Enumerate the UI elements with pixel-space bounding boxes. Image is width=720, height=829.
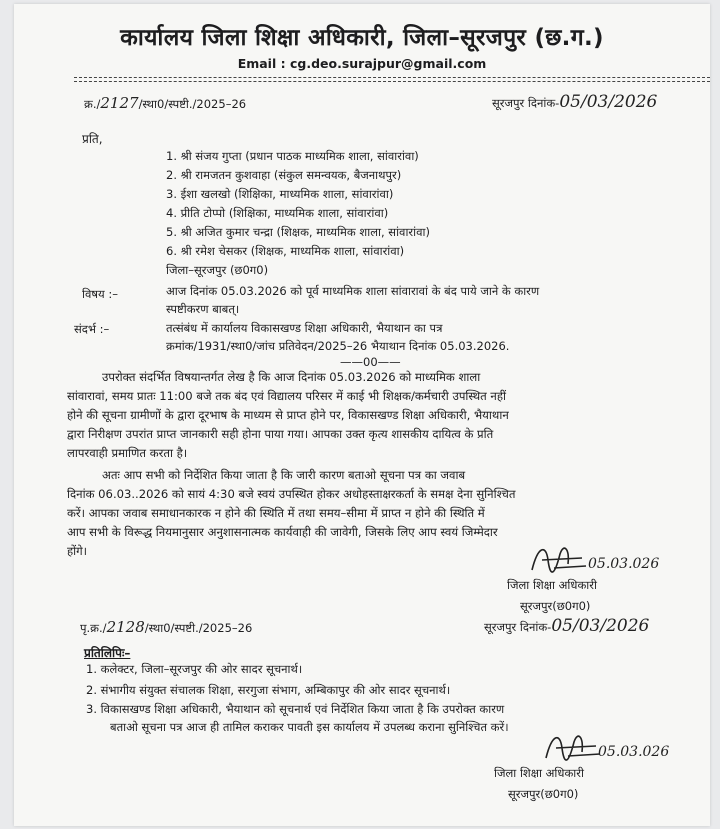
copy-item: 2. संभागीय संयुक्त संचालक शिक्षा, सरगुजा संभाग, अम्बिकापुर की ओर सादर सूचनार्थ। xyxy=(86,683,451,697)
signature-mark xyxy=(524,540,594,582)
body-line: करें। आपका जवाब समाधानकारक न होने की स्थिति में तथा समय–सीमा में प्राप्त न होने की स्थिति में xyxy=(67,506,485,520)
body-line: द्वारा निरीक्षण उपरांत प्राप्त जानकारी सही होना पाया गया। आपका उक्त कृत्य शासकीय दायित्व के प्रति xyxy=(67,427,494,441)
recipient-item: 4. प्रीति टोप्पो (शिक्षिका, माध्यमिक शाला, सांवारांवा) xyxy=(166,206,389,220)
date-handwritten: 05/03/2026 xyxy=(559,92,658,112)
copy-item-continued: बताओ सूचना पत्र आज ही तामिल कराकर पावती इस कार्यालय में उपलब्ध कराना सुनिश्चित करें। xyxy=(110,720,509,734)
recipient-item: 6. श्री रमेश चेसकर (शिक्षक, माध्यमिक शाला, सांवारांवा) xyxy=(166,244,405,258)
body-line: अतः आप सभी को निर्देशित किया जाता है कि जारी कारण बताओ सूचना पत्र का जवाब xyxy=(102,468,466,482)
body-line: आप सभी के विरूद्ध नियमानुसार अनुशासनात्मक कार्यवाही की जावेगी, जिसके लिए आप स्वयं जिम्मेदार xyxy=(67,525,498,539)
recipient-item: 3. ईशा खलखो (शिक्षिका, माध्यमिक शाला, सांवारांवा) xyxy=(166,187,394,201)
letter-date xyxy=(492,92,657,112)
body-line: लापरवाही प्रमाणित करता है। xyxy=(67,446,188,460)
signatory-place: सूरजपुर(छ0ग0) xyxy=(508,787,579,801)
endorsement-ref-prefix: पृ.क्र./ xyxy=(80,621,107,635)
separator: ——00—— xyxy=(340,355,401,369)
header-divider-2 xyxy=(74,81,710,82)
signatory-place: सूरजपुर(छ0ग0) xyxy=(520,599,591,613)
endorsement-date-handwritten: 05/03/2026 xyxy=(551,616,650,636)
signatory-designation: जिला शिक्षा अधिकारी xyxy=(494,766,584,780)
body-line: होंगे। xyxy=(67,544,88,558)
ref-number-handwritten: 2127 xyxy=(100,94,139,112)
endorsement-ref xyxy=(80,618,252,636)
endorsement-date xyxy=(484,616,649,636)
signatory-designation: जिला शिक्षा अधिकारी xyxy=(507,578,597,592)
office-email: Email : cg.deo.surajpur@gmail.com xyxy=(237,56,487,71)
endorsement-date-label: सूरजपुर दिनांक- xyxy=(484,620,552,634)
body-line: होने की सूचना ग्रामीणों के द्वारा दूरभाष के माध्यम से प्राप्त होने पर, विकासखण्ड शिक्षा अधिकारी, भैयाथान xyxy=(67,408,509,422)
copy-label: प्रतिलिपिः– xyxy=(84,646,131,660)
ref-suffix: /स्था0/स्पष्टी./2025–26 xyxy=(138,97,247,111)
ref-prefix: क्र./ xyxy=(84,97,101,111)
endorsement-ref-suffix: /स्था0/स्पष्टी./2025–26 xyxy=(144,621,253,635)
subject-label: विषय :– xyxy=(82,287,118,301)
body-line: सांवारावां, समय प्रातः 11:00 बजे तक बंद एवं विद्यालय परिसर में काई भी शिक्षक/कर्मचारी उपस्थित नहीं xyxy=(67,389,506,403)
recipient-item: 5. श्री अजित कुमार चन्द्रा (शिक्षक, माध्यमिक शाला, सांवारांवा) xyxy=(166,225,430,239)
endorsement-ref-number-handwritten: 2128 xyxy=(106,618,145,636)
recipient-item: 2. श्री रामजतन कुशवाहा (संकुल समन्वयक, बैजनाथपुर) xyxy=(166,168,402,182)
reference-label: संदर्भ :– xyxy=(74,322,110,336)
reference-line: तत्संबंध में कार्यालय विकासखण्ड शिक्षा अधिकारी, भैयाथान का पत्र xyxy=(166,321,443,335)
letter-page xyxy=(14,4,710,826)
salutation: प्रति, xyxy=(82,132,103,146)
place-date-label: सूरजपुर दिनांक- xyxy=(492,96,560,110)
body-line: उपरोक्त संदर्भित विषयान्तर्गत लेख है कि आज दिनांक 05.03.2026 को माध्यमिक शाला xyxy=(102,370,481,384)
signature-date-handwritten: 05.03.026 xyxy=(588,556,660,572)
recipient-item: 1. श्री संजय गुप्ता (प्रधान पाठक माध्यमिक शाला, सांवारांवा) xyxy=(166,149,419,163)
reference-line: क्रमांक/1931/स्था0/जांच प्रतिवेदन/2025–26 भैयाथान दिनांक 05.03.2026. xyxy=(166,339,510,353)
header-divider xyxy=(74,77,710,78)
body-line: दिनांक 06.03..2026 को सायं 4:30 बजे स्वयं उपस्थित होकर अधोहस्ताक्षरकर्ता के समक्ष देना सुनिश्चित xyxy=(67,487,516,501)
subject-line: आज दिनांक 05.03.2026 को पूर्व माध्यमिक शाला सांवारावां के बंद पाये जाने के कारण xyxy=(166,284,540,298)
office-title: कार्यालय जिला शिक्षा अधिकारी, जिला–सूरजपुर (छ.ग.) xyxy=(120,25,604,51)
letter-ref xyxy=(84,94,246,112)
recipient-district: जिला–सूरजपुर (छ0ग0) xyxy=(166,263,269,277)
subject-line: स्पष्टीकरण बाबत्। xyxy=(166,302,240,316)
copy-item: 3. विकासखण्ड शिक्षा अधिकारी, भैयाथान को सूचनार्थ एवं निर्देशित किया जाता है कि उपरोक्त कारण xyxy=(86,702,505,716)
signature-date-handwritten: 05.03.026 xyxy=(598,744,670,760)
copy-item: 1. कलेक्टर, जिला–सूरजपुर की ओर सादर सूचनार्थ। xyxy=(86,662,303,676)
